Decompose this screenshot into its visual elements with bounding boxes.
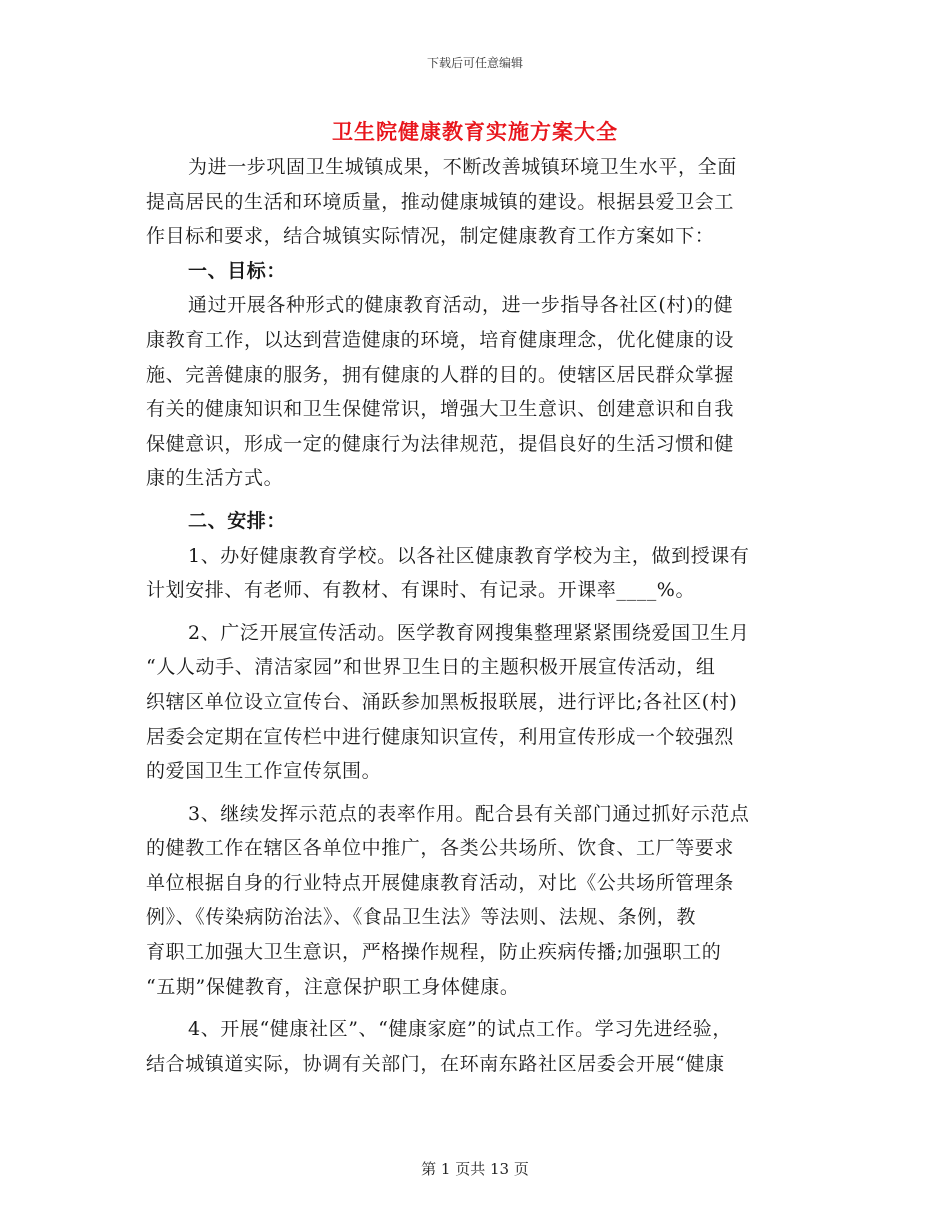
item3-line-3: 单位根据自身的行业特点开展健康教育活动，对比《公共场所管理条 bbox=[146, 871, 735, 894]
goal-line-3: 施、完善健康的服务，拥有健康的人群的目的。使辖区居民群众掌握 bbox=[146, 363, 735, 386]
document-body bbox=[146, 150, 810, 1081]
page-footer: 第 1 页共 13 页 bbox=[421, 1160, 529, 1178]
item2-line-3: 织辖区单位设立宣传台、涌跃参加黑板报联展，进行评比;各社区(村) bbox=[146, 690, 738, 713]
spacer bbox=[146, 789, 810, 797]
goal-line-2: 康教育工作，以达到营造健康的环境，培育健康理念，优化健康的设 bbox=[146, 328, 735, 351]
item3-line-2: 的健教工作在辖区各单位中推广，各类公共场所、饮食、工厂等要求 bbox=[146, 837, 735, 860]
item1-line-2: 计划安排、有老师、有教材、有课时、有记录。开课率____%。 bbox=[146, 579, 696, 602]
header-note: 下载后可任意编辑 bbox=[426, 56, 523, 70]
item2-line-2: “人人动手、清洁家园”和世界卫生日的主题积极开展宣传活动，组 bbox=[146, 656, 716, 679]
section-heading-arrangement: 二、安排： bbox=[188, 509, 287, 532]
item4-line-1: 4、开展“健康社区”、“健康家庭”的试点工作。学习先进经验， bbox=[188, 1018, 732, 1041]
item3-line-1: 3、继续发挥示范点的表率作用。配合县有关部门通过抓好示范点 bbox=[188, 802, 750, 825]
document-title: 卫生院健康教育实施方案大全 bbox=[332, 119, 618, 144]
spacer bbox=[146, 608, 810, 616]
goal-line-1: 通过开展各种形式的健康教育活动，进一步指导各社区(村)的健 bbox=[188, 294, 734, 317]
intro-line-2: 提高居民的生活和环境质量，推动健康城镇的建设。根据县爱卫会工 bbox=[146, 190, 735, 213]
item3-line-6: “五期”保健教育，注意保护职工身体健康。 bbox=[146, 975, 520, 998]
spacer bbox=[146, 496, 810, 504]
item3-line-4: 例》、《传染病防治法》、《食品卫生法》等法则、法规、条例，教 bbox=[146, 906, 697, 929]
goal-line-4: 有关的健康知识和卫生保健常识，增强大卫生意识、创建意识和自我 bbox=[146, 398, 735, 421]
intro-line-1: 为进一步巩固卫生城镇成果，不断改善城镇环境卫生水平，全面 bbox=[188, 156, 737, 178]
item2-line-1: 2、广泛开展宣传活动。医学教育网搜集整理紧紧围绕爱国卫生月 bbox=[188, 621, 750, 644]
item2-line-4: 居委会定期在宣传栏中进行健康知识宣传，利用宣传形成一个较强烈 bbox=[146, 725, 735, 748]
item3-line-5: 育职工加强大卫生意识，严格操作规程，防止疾病传播;加强职工的 bbox=[146, 941, 722, 964]
intro-line-3: 作目标和要求，结合城镇实际情况，制定健康教育工作方案如下： bbox=[146, 225, 715, 248]
goal-line-5: 保健意识，形成一定的健康行为法律规范，提倡良好的生活习惯和健 bbox=[146, 432, 735, 455]
spacer bbox=[146, 1004, 810, 1012]
item1-line-1: 1、办好健康教育学校。以各社区健康教育学校为主，做到授课有 bbox=[188, 544, 750, 567]
goal-line-6: 康的生活方式。 bbox=[146, 467, 284, 490]
section-heading-goal: 一、目标： bbox=[188, 259, 287, 282]
item2-line-5: 的爱国卫生工作宣传氛围。 bbox=[146, 760, 382, 783]
item4-line-2: 结合城镇道实际，协调有关部门，在环南东路社区居委会开展“健康 bbox=[146, 1052, 725, 1075]
